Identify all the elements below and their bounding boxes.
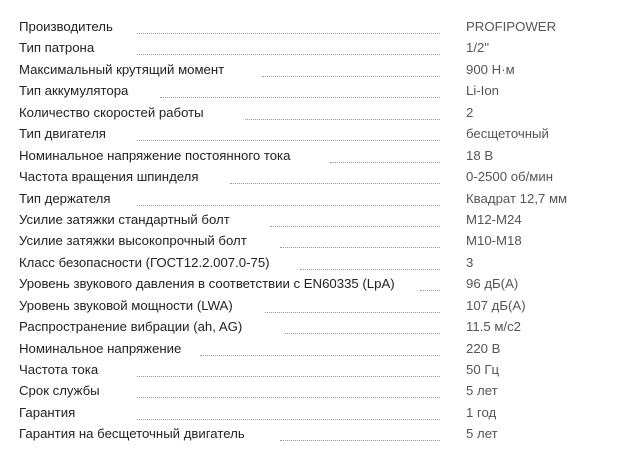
spec-label: Номинальное напряжение xyxy=(19,340,182,356)
spec-row xyxy=(0,296,626,317)
spec-row xyxy=(0,81,626,102)
spec-value: M10-M18 xyxy=(466,233,522,249)
spec-value: 2 xyxy=(466,104,474,120)
spec-label: Количество скоростей работы xyxy=(19,104,204,120)
spec-label: Номинальное напряжение постоянного тока xyxy=(19,147,291,163)
spec-row xyxy=(0,124,626,145)
spec-value: 18 В xyxy=(466,147,494,163)
dotted-leader xyxy=(265,312,440,313)
spec-value: 900 Н·м xyxy=(466,61,515,77)
dotted-leader xyxy=(262,76,440,77)
spec-row xyxy=(0,167,626,188)
spec-value: M12-M24 xyxy=(466,211,522,227)
spec-row xyxy=(0,231,626,252)
spec-label: Усилие затяжки стандартный болт xyxy=(19,211,230,227)
dotted-leader xyxy=(245,119,440,120)
spec-value: Li-Ion xyxy=(466,83,499,99)
spec-label: Максимальный крутящий момент xyxy=(19,61,225,77)
spec-label: Распространение вибрации (ah, AG) xyxy=(19,319,243,335)
spec-label: Производитель xyxy=(19,19,113,34)
spec-row xyxy=(0,274,626,295)
spec-value: 5 лет xyxy=(466,426,498,442)
dotted-leader xyxy=(300,269,440,270)
spec-label: Гарантия xyxy=(19,404,76,420)
dotted-leader xyxy=(137,140,440,141)
spec-value: 0-2500 об/мин xyxy=(466,169,553,185)
spec-label: Срок службы xyxy=(19,383,100,399)
spec-label: Тип двигателя xyxy=(19,126,106,142)
spec-value: 1 год xyxy=(466,404,497,420)
spec-label: Тип аккумулятора xyxy=(19,83,129,99)
spec-value: PROFIPOWER xyxy=(466,19,557,34)
spec-label: Уровень звуковой мощности (LWA) xyxy=(19,297,233,313)
dotted-leader xyxy=(137,33,440,34)
spec-row xyxy=(0,17,626,38)
dotted-leader xyxy=(230,183,440,184)
dotted-leader xyxy=(270,226,440,227)
dotted-leader xyxy=(200,355,440,356)
spec-row xyxy=(0,189,626,210)
dotted-leader xyxy=(280,440,440,441)
spec-value: 96 дБ(А) xyxy=(466,276,519,292)
dotted-leader xyxy=(330,162,440,163)
dotted-leader xyxy=(137,397,440,398)
spec-label: Гарантия на бесщеточный двигатель xyxy=(19,426,245,442)
spec-value: 5 лет xyxy=(466,383,498,399)
spec-row xyxy=(0,38,626,59)
spec-row xyxy=(0,317,626,338)
dotted-leader xyxy=(285,333,440,334)
spec-value: 11.5 м/с2 xyxy=(466,319,522,335)
spec-row xyxy=(0,253,626,274)
dotted-leader xyxy=(137,419,440,420)
spec-row xyxy=(0,210,626,231)
dotted-leader xyxy=(420,290,440,291)
spec-row xyxy=(0,339,626,360)
spec-label: Усилие затяжки высокопрочный болт xyxy=(19,233,247,249)
spec-value: 107 дБ(А) xyxy=(466,297,526,313)
dotted-leader xyxy=(280,247,440,248)
spec-row xyxy=(0,381,626,402)
spec-label: Уровень звукового давления в соответствии с EN60335 (LpA) xyxy=(19,276,395,292)
spec-row xyxy=(0,360,626,381)
spec-row xyxy=(0,103,626,124)
spec-row xyxy=(0,60,626,81)
spec-value: бесщеточный xyxy=(466,126,549,142)
spec-value: 220 В xyxy=(466,340,501,356)
spec-label: Частота тока xyxy=(19,362,99,377)
spec-value: 3 xyxy=(466,254,474,270)
spec-label: Тип держателя xyxy=(19,190,111,206)
dotted-leader xyxy=(137,376,440,377)
spec-value: 1/2" xyxy=(466,40,490,56)
dotted-leader xyxy=(137,54,440,55)
spec-value: 50 Гц xyxy=(466,362,500,377)
spec-row xyxy=(0,146,626,167)
spec-value: Квадрат 12,7 мм xyxy=(466,190,568,206)
spec-label: Тип патрона xyxy=(19,40,95,56)
spec-label: Частота вращения шпинделя xyxy=(19,169,199,185)
spec-row xyxy=(0,403,626,424)
dotted-leader xyxy=(137,205,440,206)
spec-label: Класс безопасности (ГОСТ12.2.007.0-75) xyxy=(19,254,270,270)
dotted-leader xyxy=(160,97,440,98)
spec-row xyxy=(0,424,626,445)
